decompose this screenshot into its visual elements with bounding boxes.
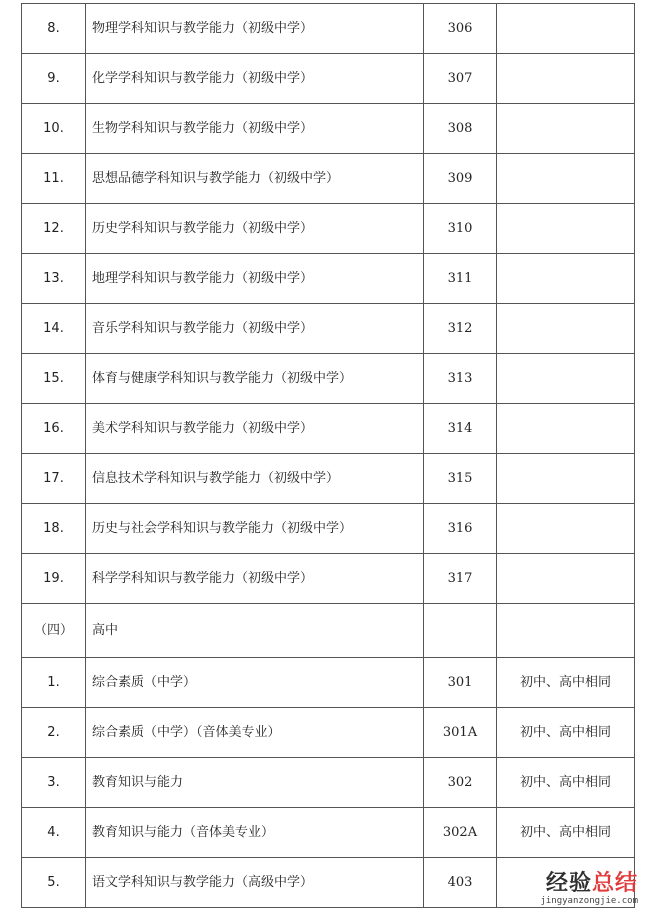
table-row <box>22 354 635 404</box>
subject-code: 312 <box>424 304 497 354</box>
remark <box>497 504 635 554</box>
table-row <box>22 504 635 554</box>
subject-name: 科学学科知识与教学能力（初级中学） <box>86 554 424 604</box>
table-row <box>22 658 635 708</box>
subject-code: 313 <box>424 354 497 404</box>
row-number: 16. <box>22 404 86 454</box>
subject-name: 物理学科知识与教学能力（初级中学） <box>86 4 424 54</box>
row-number: 13. <box>22 254 86 304</box>
table-row <box>22 454 635 504</box>
subject-code: 306 <box>424 4 497 54</box>
subject-name: 化学学科知识与教学能力（初级中学） <box>86 54 424 104</box>
table-row <box>22 4 635 54</box>
row-number: 1. <box>22 658 86 708</box>
remark <box>497 204 635 254</box>
section-number: （四） <box>22 604 86 658</box>
remark <box>497 4 635 54</box>
table-body <box>22 4 635 908</box>
row-number: 9. <box>22 54 86 104</box>
subject-name: 综合素质（中学）（音体美专业） <box>86 708 424 758</box>
remark: 初中、高中相同 <box>497 708 635 758</box>
remark <box>497 554 635 604</box>
table-row <box>22 808 635 858</box>
remark: 初中、高中相同 <box>497 658 635 708</box>
remark <box>497 54 635 104</box>
watermark-url: jingyanzongjie.com <box>540 896 638 906</box>
exam-subject-table <box>21 3 635 908</box>
table-row <box>22 104 635 154</box>
row-number: 14. <box>22 304 86 354</box>
watermark-part-1: 经验 <box>545 871 592 896</box>
table-row <box>22 404 635 454</box>
table-row <box>22 154 635 204</box>
remark <box>497 404 635 454</box>
subject-code: 403 <box>424 858 497 908</box>
remark <box>497 254 635 304</box>
table-row <box>22 54 635 104</box>
subject-name: 地理学科知识与教学能力（初级中学） <box>86 254 424 304</box>
table-row <box>22 254 635 304</box>
remark <box>497 858 635 908</box>
subject-code: 317 <box>424 554 497 604</box>
subject-name: 生物学科知识与教学能力（初级中学） <box>86 104 424 154</box>
row-number: 18. <box>22 504 86 554</box>
subject-name: 综合素质（中学） <box>86 658 424 708</box>
table-row <box>22 554 635 604</box>
subject-code <box>424 604 497 658</box>
table-row <box>22 758 635 808</box>
subject-name: 语文学科知识与教学能力（高级中学） <box>86 858 424 908</box>
subject-code: 315 <box>424 454 497 504</box>
subject-code: 309 <box>424 154 497 204</box>
subject-code: 301A <box>424 708 497 758</box>
row-number: 15. <box>22 354 86 404</box>
subject-code: 314 <box>424 404 497 454</box>
remark <box>497 154 635 204</box>
subject-code: 307 <box>424 54 497 104</box>
remark <box>497 304 635 354</box>
row-number: 17. <box>22 454 86 504</box>
section-title: 高中 <box>86 604 424 658</box>
row-number: 19. <box>22 554 86 604</box>
table-row <box>22 204 635 254</box>
subject-name: 历史与社会学科知识与教学能力（初级中学） <box>86 504 424 554</box>
subject-code: 310 <box>424 204 497 254</box>
remark: 初中、高中相同 <box>497 808 635 858</box>
row-number: 4. <box>22 808 86 858</box>
subject-code: 301 <box>424 658 497 708</box>
row-number: 11. <box>22 154 86 204</box>
row-number: 8. <box>22 4 86 54</box>
row-number: 12. <box>22 204 86 254</box>
watermark-part-2: 总结 <box>591 871 638 896</box>
table-row <box>22 304 635 354</box>
row-number: 2. <box>22 708 86 758</box>
subject-code: 311 <box>424 254 497 304</box>
remark: 初中、高中相同 <box>497 758 635 808</box>
remark <box>497 454 635 504</box>
subject-code: 302 <box>424 758 497 808</box>
subject-code: 316 <box>424 504 497 554</box>
table-row <box>22 858 635 908</box>
remark <box>497 604 635 658</box>
subject-name: 音乐学科知识与教学能力（初级中学） <box>86 304 424 354</box>
remark <box>497 104 635 154</box>
subject-code: 302A <box>424 808 497 858</box>
section-header-row <box>22 604 635 658</box>
row-number: 3. <box>22 758 86 808</box>
remark <box>497 354 635 404</box>
subject-name: 信息技术学科知识与教学能力（初级中学） <box>86 454 424 504</box>
subject-name: 教育知识与能力（音体美专业） <box>86 808 424 858</box>
table-row <box>22 708 635 758</box>
subject-name: 历史学科知识与教学能力（初级中学） <box>86 204 424 254</box>
subject-name: 体育与健康学科知识与教学能力（初级中学） <box>86 354 424 404</box>
row-number: 10. <box>22 104 86 154</box>
subject-code: 308 <box>424 104 497 154</box>
subject-name: 思想品德学科知识与教学能力（初级中学） <box>86 154 424 204</box>
subject-name: 教育知识与能力 <box>86 758 424 808</box>
subject-name: 美术学科知识与教学能力（初级中学） <box>86 404 424 454</box>
row-number: 5. <box>22 858 86 908</box>
